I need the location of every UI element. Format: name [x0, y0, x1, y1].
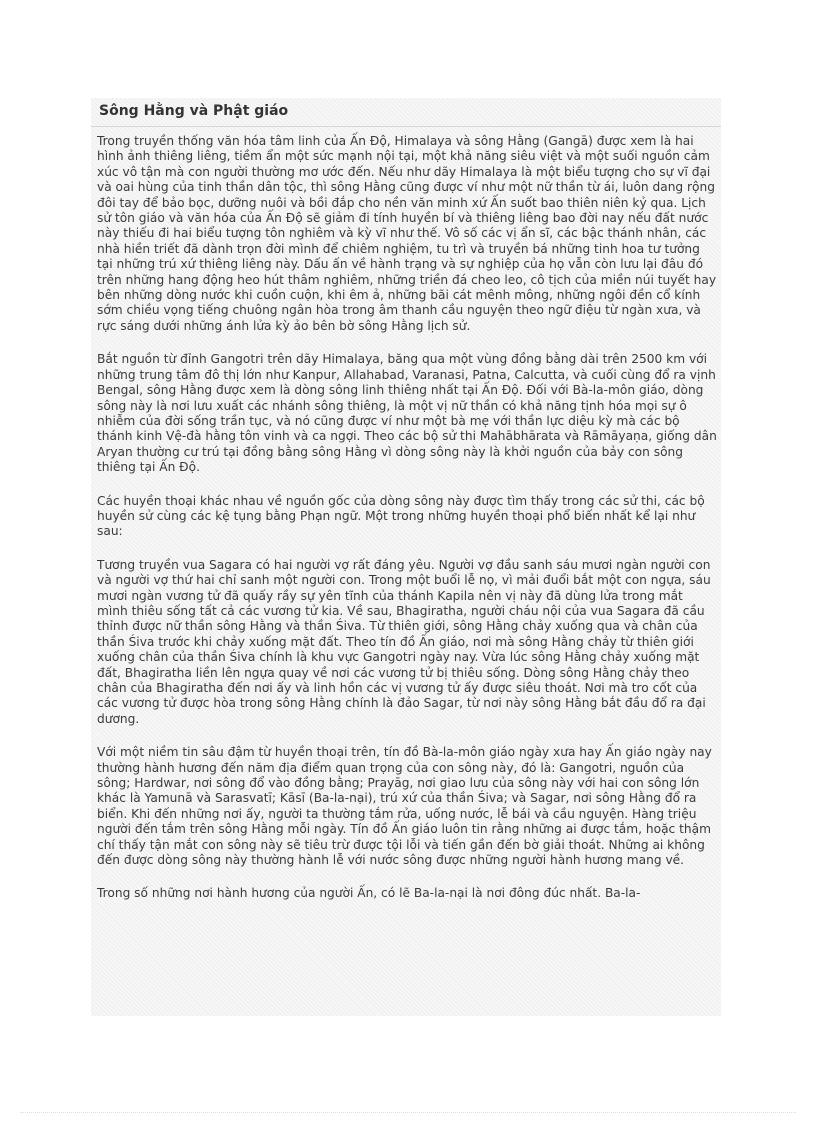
page-footer-divider	[20, 1112, 796, 1113]
article-title: Sông Hằng và Phật giáo	[91, 98, 721, 127]
article-content	[91, 98, 721, 1016]
paragraph: Trong truyền thống văn hóa tâm linh của Ấn Độ, Himalaya và sông Hằng (Gangā) được xem là hai hình ảnh thiêng liêng, tiềm ẩn một sức mạnh nội tại, một khả năng siêu việt và một suối nguồn cảm xúc vô tận mà con người thường mơ ước đến. Nếu như dãy Himalaya là một biểu tượng cho sự vĩ đại và oai hùng của tinh thần dân tộc, thì sông Hằng cũng được ví như một nữ thần từ ái, luôn dang rộng đôi tay để bảo bọc, dưỡng nuôi và bồi đắp cho nền văn minh xứ Ấn suốt bao thiên niên kỷ qua. Lịch sử tôn giáo và văn hóa của Ấn Độ sẽ giảm đi tính huyền bí và thiêng liêng bao đời nay nếu đất nước này thiếu đi hai biểu tượng tôn nghiêm và kỳ vĩ như thế. Vô số các vị ẩn sĩ, các bậc thánh nhân, các nhà hiền triết đã dành trọn đời mình để chiêm nghiệm, tu trì và truyền bá những tinh hoa tư tưởng tại những trú xứ thiêng liêng này. Dấu ấn về hành trạng và sự nghiệp của họ vẫn còn lưu lại đâu đó trên những hang động heo hút thâm nghiêm, những triền đá cheo leo, cô tịch của miền núi tuyết hay bên những dòng nước khi cuồn cuộn, khi êm ả, những bãi cát mênh mông, những ngôi đền cổ kính sớm chiều vọng tiếng chuông ngân hòa trong âm thanh cầu nguyện theo ngữ điệu từ ngàn xưa, và rực sáng dưới những ánh lửa kỳ ảo bên bờ sông Hằng lịch sử.	[97, 134, 717, 333]
paragraph: Bắt nguồn từ đỉnh Gangotri trên dãy Himalaya, băng qua một vùng đồng bằng dài trên 2500 km với những trung tâm đô thị lớn như Kanpur, Allahabad, Varanasi, Patna, Calcutta, và cuối cùng đổ ra vịnh Bengal, sông Hằng được xem là dòng sông linh thiêng nhất tại Ấn Độ. Đối với Bà-la-môn giáo, dòng sông này là nơi lưu xuất các nhánh sông thiêng, là một vị nữ thần có khả năng tịnh hóa mọi sự ô nhiễm của đời sống trần tục, và nó cũng được ví như một bà mẹ với thần lực diệu kỳ mà các bộ thánh kinh Vệ-đà hằng tôn vinh và ca ngợi. Theo các bộ sử thi Mahābhārata và Rāmāyaṇa, giống dân Aryan thường cư trú tại đồng bằng sông Hằng vì dòng sông này là khởi nguồn của bảy con sông thiêng tại Ấn Độ.	[97, 352, 717, 475]
paragraph: Tương truyền vua Sagara có hai người vợ rất đáng yêu. Người vợ đầu sanh sáu mươi ngàn người con và người vợ thứ hai chỉ sanh một người con. Trong một buổi lễ nọ, vì mải đuổi bắt một con ngựa, sáu mươi ngàn vương tử đã quấy rầy sự yên tĩnh của thánh Kapila nên vị này đã dùng lửa trong mắt mình thiêu sống tất cả các vương tử kia. Về sau, Bhagiratha, người cháu nội của vua Sagara đã cầu thỉnh được nữ thần sông Hằng và thần Śiva. Từ thiên giới, sông Hằng chảy xuống qua và chân của thần Śiva trước khi chảy xuống mặt đất. Theo tín đồ Ấn giáo, nơi mà sông Hằng chảy từ thiên giới xuống chân của thần Śiva chính là khu vực Gangotri ngày nay. Vừa lúc sông Hằng chảy xuống mặt đất, Bhagiratha liền lên ngựa quay về nơi các vương tử bị thiêu sống. Dòng sông Hằng chảy theo chân của Bhagiratha đến nơi ấy và linh hồn các vị vương tử ấy được siêu thoát. Nơi mà tro cốt của các vương tử được hòa trong sông Hằng chính là đảo Sagar, từ nơi này sông Hằng bắt đầu đổ ra đại dương.	[97, 557, 711, 726]
paragraph: Các huyền thoại khác nhau về nguồn gốc của dòng sông này được tìm thấy trong các sử thi, các bộ huyền sử cùng các kệ tụng bằng Phạn ngữ. Một trong những huyền thoại phổ biến nhất kể lại như sau:	[97, 493, 705, 539]
paragraph: Với một niềm tin sâu đậm từ huyền thoại trên, tín đồ Bà-la-môn giáo ngày xưa hay Ấn giáo ngày nay thường hành hương đến năm địa điểm quan trọng của con sông này, đó là: Gangotri, nguồn của sông; Hardwar, nơi sông đổ vào đồng bằng; Prayāg, nơi giao lưu của sông này với hai con sông lớn khác là Yamunā và Sarasvatī; Kāsī (Ba-la-nại), trú xứ của thần Śiva; và Sagar, nơi sông Hằng đổ ra biển. Khi đến những nơi ấy, người ta thường tắm rửa, uống nước, lễ bái và cầu nguyện. Hàng triệu người đến tắm trên sông Hằng mỗi ngày. Tín đồ Ấn giáo luôn tin rằng những ai được tắm, hoặc thậm chí thấy tận mắt con sông này sẽ tiêu trừ được tội lỗi và tiến gần đến bờ giải thoát. Những ai không đến được dòng sông này thường hành lễ với nước sông được những người hành hương mang về.	[97, 745, 712, 868]
paragraph: Trong số những nơi hành hương của người Ấn, có lẽ Ba-la-nại là nơi đông đúc nhất. Ba-la-	[97, 886, 641, 901]
article-body	[91, 127, 721, 902]
